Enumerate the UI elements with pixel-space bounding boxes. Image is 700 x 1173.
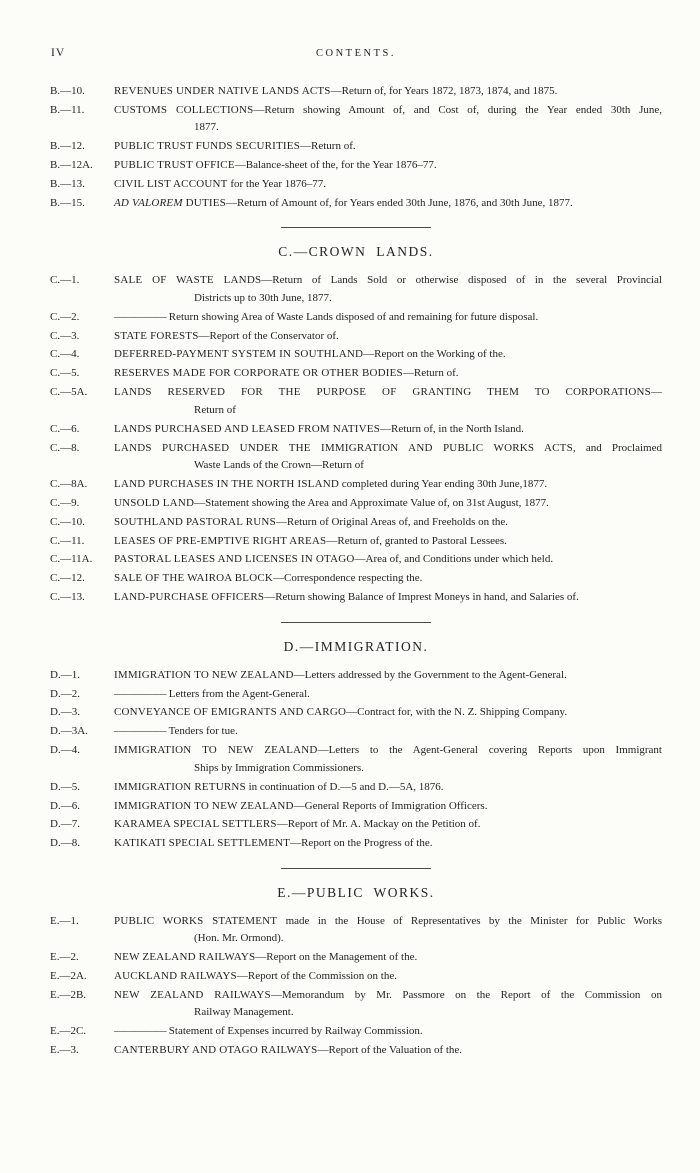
entry-text xyxy=(114,667,662,684)
entry-line xyxy=(114,328,662,345)
entry-title: LAND-PURCHASE OFFICERS xyxy=(114,591,265,604)
entry-title: PUBLIC TRUST FUNDS SECURITIES xyxy=(114,140,301,153)
entry-title: IMMIGRATION TO NEW ZEALAND xyxy=(114,744,318,757)
entry-title: REVENUES UNDER NATIVE LANDS ACTS xyxy=(114,85,331,97)
ditto-dash: ————— xyxy=(114,1025,167,1038)
entry-description: — xyxy=(651,386,662,399)
entry-line xyxy=(114,835,662,852)
toc-entry xyxy=(50,551,662,568)
entry-number: B.—13. xyxy=(50,178,85,191)
entry-description: completed during Year ending 30th June,1877. xyxy=(339,477,548,490)
entry-description: —Report of the Conservator of. xyxy=(198,329,339,342)
entry-text xyxy=(114,514,662,531)
entry-title: NEW ZEALAND RAILWAYS xyxy=(114,988,271,1001)
entry-title: PUBLIC WORKS STATEMENT xyxy=(114,914,278,927)
section-heading: D.—IMMIGRATION. xyxy=(283,638,429,654)
entry-continuation: Districts up to 30th June, 1877. xyxy=(194,291,332,304)
entry-description: —Report of Mr. A. Mackay on the Petition of. xyxy=(276,818,481,831)
page-title: CONTENTS. xyxy=(316,48,396,59)
entry-line xyxy=(114,102,662,119)
entry-line xyxy=(114,968,662,985)
entry-number: E.—2C. xyxy=(50,1025,87,1038)
entry-description: —Return of. xyxy=(300,140,356,153)
entry-description: —Report of the Commission on the. xyxy=(236,969,397,982)
entry-text xyxy=(114,686,662,703)
entry-title: KATIKATI SPECIAL SETTLEMENT xyxy=(114,837,291,850)
entry-title: NEW ZEALAND RAILWAYS xyxy=(114,951,256,964)
section-heading: E.—PUBLIC WORKS. xyxy=(277,884,435,900)
toc-entry xyxy=(50,570,662,587)
entry-number: C.—12. xyxy=(50,572,85,585)
ditto-dash: ————— xyxy=(114,310,167,323)
entry-number: C.—5. xyxy=(50,367,80,380)
entry-number: D.—6. xyxy=(50,799,80,812)
entry-text xyxy=(114,835,662,852)
entry-description: —Correspondence respecting the. xyxy=(273,572,423,585)
entry-description: —Return of. xyxy=(402,367,459,380)
entry-description: —Report of the Valuation of the. xyxy=(317,1044,463,1057)
entry-title: CUSTOMS COLLECTIONS xyxy=(114,103,254,116)
entry-title: SOUTHLAND PASTORAL RUNS xyxy=(114,515,276,528)
entry-line xyxy=(114,667,662,684)
entry-continuation: Return of xyxy=(194,403,236,416)
toc-entry xyxy=(50,514,662,531)
entry-title: STATE FORESTS xyxy=(114,329,199,342)
entry-text xyxy=(114,328,662,345)
entry-text xyxy=(114,1042,662,1059)
toc-entry xyxy=(50,723,662,740)
entry-title: DUTIES xyxy=(182,196,226,209)
entry-title-italic: AD VALOREM xyxy=(114,196,183,209)
toc-entry xyxy=(50,949,662,966)
entry-description: —Report on the Management of the. xyxy=(255,951,418,964)
entry-text xyxy=(114,309,662,326)
entry-line xyxy=(114,816,662,833)
entry-text xyxy=(114,476,662,493)
entry-title: CONVEYANCE OF EMIGRANTS AND CARGO xyxy=(114,706,347,719)
entry-description: —Return of Original Areas of, and Freeholds on the. xyxy=(275,515,509,528)
entry-title: CANTERBURY AND OTAGO RAILWAYS xyxy=(114,1044,318,1057)
entry-number: E.—2. xyxy=(50,951,79,964)
entry-title: RESERVES MADE FOR CORPORATE OR OTHER BODIES xyxy=(114,367,403,380)
toc-entry xyxy=(50,195,662,212)
toc-entry xyxy=(50,421,662,438)
toc-entry xyxy=(50,440,662,475)
entry-title: LANDS PURCHASED UNDER THE IMMIGRATION AND PUBLIC WORKS ACTS xyxy=(114,441,573,454)
entry-number: C.—2. xyxy=(50,310,80,323)
section-heading: C.—CROWN LANDS. xyxy=(278,244,434,260)
entry-text xyxy=(114,421,662,438)
entry-description: —Return of, for Years 1872, 1873, 1874, and 1875. xyxy=(330,85,558,97)
toc-entry xyxy=(50,365,662,382)
toc-entry xyxy=(50,913,662,948)
entry-text xyxy=(114,440,662,475)
ditto-dash: ————— xyxy=(114,725,167,738)
entry-title: PASTORAL LEASES AND LICENSES IN OTAGO xyxy=(114,553,355,566)
entry-text xyxy=(114,968,662,985)
entry-line xyxy=(114,589,662,606)
entry-continuation: Waste Lands of the Crown—Return of xyxy=(194,458,364,471)
toc-entry xyxy=(50,272,662,307)
entry-number: B.—10. xyxy=(50,85,85,97)
entry-text xyxy=(114,533,662,550)
entry-text xyxy=(114,495,662,512)
toc-entry xyxy=(50,138,662,155)
entry-line xyxy=(114,384,662,401)
entry-line xyxy=(114,533,662,550)
entry-description: —Statement showing the Area and Approximate Value of, on 31st August, 1877. xyxy=(194,496,549,509)
entry-description: Tenders for tue. xyxy=(166,725,238,738)
entry-text xyxy=(114,83,662,100)
entry-number: E.—1. xyxy=(50,914,79,927)
toc-entry xyxy=(50,495,662,512)
entry-title: CIVIL LIST ACCOUNT xyxy=(114,178,228,191)
entry-line xyxy=(114,272,662,289)
toc-entry xyxy=(50,384,662,419)
entry-line xyxy=(114,742,662,759)
entry-line xyxy=(114,365,662,382)
entry-text xyxy=(114,949,662,966)
toc-entry xyxy=(50,102,662,137)
toc-entry xyxy=(50,589,662,606)
entry-text xyxy=(114,551,662,568)
toc-entry xyxy=(50,1023,662,1040)
toc-entry xyxy=(50,667,662,684)
entry-description: —Report on the Progress of the. xyxy=(290,837,433,850)
section-divider xyxy=(281,868,431,869)
entry-line xyxy=(114,1023,662,1040)
entry-description: —Return showing Amount of, and Cost of, during the Year ended 30th June, xyxy=(253,103,662,116)
entry-line xyxy=(114,83,662,100)
entry-number: B.—12A. xyxy=(50,159,93,172)
entry-description: —Area of, and Conditions under which held. xyxy=(354,553,554,566)
entry-line xyxy=(114,779,662,796)
toc-entry xyxy=(50,176,662,193)
entry-text xyxy=(114,176,662,193)
entry-description: —Return showing Balance of Imprest Moneys in hand, and Salaries of. xyxy=(264,591,579,604)
entry-title: UNSOLD LAND xyxy=(114,496,195,509)
entry-line xyxy=(114,913,662,930)
entry-line xyxy=(114,157,662,174)
entry-text xyxy=(114,384,662,419)
entry-title: IMMIGRATION TO NEW ZEALAND xyxy=(114,799,294,812)
toc-entry xyxy=(50,835,662,852)
entry-text xyxy=(114,704,662,721)
toc-entry xyxy=(50,1042,662,1059)
entry-line xyxy=(114,704,662,721)
entry-continuation: (Hon. Mr. Ormond). xyxy=(194,932,284,945)
entry-line xyxy=(114,176,662,193)
toc-entry xyxy=(50,704,662,721)
entry-text xyxy=(114,157,662,174)
toc-entry xyxy=(50,742,662,777)
entry-number: C.—3. xyxy=(50,329,80,342)
entry-number: C.—11. xyxy=(50,534,85,547)
entry-title: IMMIGRATION RETURNS xyxy=(114,780,246,793)
entry-title: SALE OF THE WAIROA BLOCK xyxy=(114,572,274,585)
entry-number: C.—6. xyxy=(50,422,80,435)
ditto-dash: ————— xyxy=(114,687,167,700)
entry-text xyxy=(114,742,662,777)
entry-line xyxy=(114,309,662,326)
entry-line xyxy=(114,495,662,512)
entry-number: B.—12. xyxy=(50,140,85,153)
entry-title: KARAMEA SPECIAL SETTLERS xyxy=(114,818,277,831)
entry-text xyxy=(114,1023,662,1040)
entry-text xyxy=(114,913,662,948)
contents-list xyxy=(50,83,662,1059)
entry-line xyxy=(114,514,662,531)
entry-line xyxy=(114,138,662,155)
entry-number: D.—1. xyxy=(50,668,80,681)
entry-line xyxy=(114,570,662,587)
entry-title: LANDS PURCHASED AND LEASED FROM NATIVES xyxy=(114,422,381,435)
entry-text xyxy=(114,987,662,1022)
entry-description: made in the House of Representatives by the Minister for Public Works xyxy=(277,914,662,927)
entry-title: LANDS RESERVED FOR THE PURPOSE OF GRANTING THEM TO CORPORATIONS xyxy=(114,386,651,399)
entry-continuation: Railway Management. xyxy=(194,1006,294,1019)
entry-line xyxy=(114,476,662,493)
section-divider xyxy=(281,622,431,623)
entry-description: —Balance-sheet of the, for the Year 1876–77. xyxy=(234,159,437,172)
toc-entry xyxy=(50,309,662,326)
entry-number: D.—7. xyxy=(50,818,80,831)
entry-title: LEASES OF PRE-EMPTIVE RIGHT AREAS xyxy=(114,534,327,547)
toc-entry xyxy=(50,346,662,363)
entry-title: IMMIGRATION TO NEW ZEALAND xyxy=(114,668,294,681)
entry-text xyxy=(114,779,662,796)
entry-number: D.—4. xyxy=(50,744,80,757)
entry-line xyxy=(114,798,662,815)
entry-description: Statement of Expenses incurred by Railway Commission. xyxy=(166,1025,423,1038)
page-number: IV xyxy=(51,47,66,59)
entry-text xyxy=(114,570,662,587)
entry-description: Letters from the Agent-General. xyxy=(166,687,310,700)
entry-continuation: Ships by Immigration Commissioners. xyxy=(194,761,364,774)
entry-text xyxy=(114,195,662,212)
entry-description: —Memorandum by Mr. Passmore on the Report of the Commission on xyxy=(270,988,662,1001)
entry-line xyxy=(114,987,662,1004)
entry-description: for the Year 1876–77. xyxy=(227,178,326,191)
section-divider xyxy=(281,227,431,228)
entry-title: AUCKLAND RAILWAYS xyxy=(114,969,237,982)
toc-entry xyxy=(50,686,662,703)
toc-entry xyxy=(50,328,662,345)
entry-number: D.—8. xyxy=(50,837,80,850)
entry-number: C.—1. xyxy=(50,274,80,287)
toc-entry xyxy=(50,816,662,833)
toc-entry xyxy=(50,968,662,985)
entry-text xyxy=(114,365,662,382)
entry-line xyxy=(114,1042,662,1059)
entry-line xyxy=(114,440,662,457)
toc-entry xyxy=(50,987,662,1022)
entry-title: PUBLIC TRUST OFFICE xyxy=(114,159,235,172)
entry-description: Return showing Area of Waste Lands disposed of and remaining for future disposal. xyxy=(166,310,539,323)
entry-text xyxy=(114,138,662,155)
entry-number: C.—5A. xyxy=(50,386,88,399)
entry-text xyxy=(114,102,662,137)
entry-number: C.—8. xyxy=(50,441,80,454)
entry-description: —Letters addressed by the Government to the Agent-General. xyxy=(293,668,567,681)
entry-number: E.—2B. xyxy=(50,988,87,1001)
toc-entry xyxy=(50,157,662,174)
toc-entry xyxy=(50,798,662,815)
entry-description: —Report on the Working of the. xyxy=(363,348,506,361)
entry-line xyxy=(114,195,662,212)
entry-text xyxy=(114,346,662,363)
entry-line xyxy=(114,346,662,363)
entry-number: D.—2. xyxy=(50,687,80,700)
entry-number: C.—4. xyxy=(50,348,80,361)
entry-title: DEFERRED-PAYMENT SYSTEM IN SOUTHLAND xyxy=(114,348,364,361)
entry-line xyxy=(114,723,662,740)
entry-number: C.—8A. xyxy=(50,477,88,490)
entry-description: —General Reports of Immigration Officers. xyxy=(293,799,488,812)
entry-line xyxy=(114,949,662,966)
entry-line xyxy=(114,551,662,568)
entry-description: —Return of Amount of, for Years ended 30th June, 1876, and 30th June, 1877. xyxy=(225,196,573,209)
entry-number: E.—2A. xyxy=(50,969,87,982)
entry-text xyxy=(114,798,662,815)
entry-number: C.—10. xyxy=(50,515,85,528)
entry-number: D.—3. xyxy=(50,706,80,719)
entry-text xyxy=(114,723,662,740)
entry-text xyxy=(114,589,662,606)
entry-description: —Return of, in the North Island. xyxy=(380,422,524,435)
entry-description: , and Proclaimed xyxy=(572,441,662,454)
toc-entry xyxy=(50,83,662,100)
entry-description: —Letters to the Agent-General covering Reports upon Immigrant xyxy=(317,744,662,757)
entry-number: B.—11. xyxy=(50,103,85,116)
entry-description: —Contract for, with the N. Z. Shipping Company. xyxy=(346,706,568,719)
entry-line xyxy=(114,686,662,703)
entry-number: C.—13. xyxy=(50,591,85,604)
entry-number: D.—3A. xyxy=(50,725,88,738)
entry-text xyxy=(114,272,662,307)
page-header xyxy=(50,47,662,62)
entry-number: C.—11A. xyxy=(50,553,93,566)
entry-description: in continuation of D.—5 and D.—5A, 1876. xyxy=(245,780,444,793)
entry-description: —Return of Lands Sold or otherwise disposed of in the several Provincial xyxy=(261,274,662,287)
toc-entry xyxy=(50,779,662,796)
toc-entry xyxy=(50,533,662,550)
entry-number: E.—3. xyxy=(50,1044,79,1057)
entry-number: D.—5. xyxy=(50,780,80,793)
entry-continuation: 1877. xyxy=(194,121,219,134)
entry-title: SALE OF WASTE LANDS xyxy=(114,274,262,287)
entry-number: C.—9. xyxy=(50,496,80,509)
entry-title: LAND PURCHASES IN THE NORTH ISLAND xyxy=(114,477,340,490)
entry-line xyxy=(114,421,662,438)
entry-description: —Return of, granted to Pastoral Lessees. xyxy=(326,534,507,547)
entry-text xyxy=(114,816,662,833)
toc-entry xyxy=(50,476,662,493)
entry-number: B.—15. xyxy=(50,196,85,209)
